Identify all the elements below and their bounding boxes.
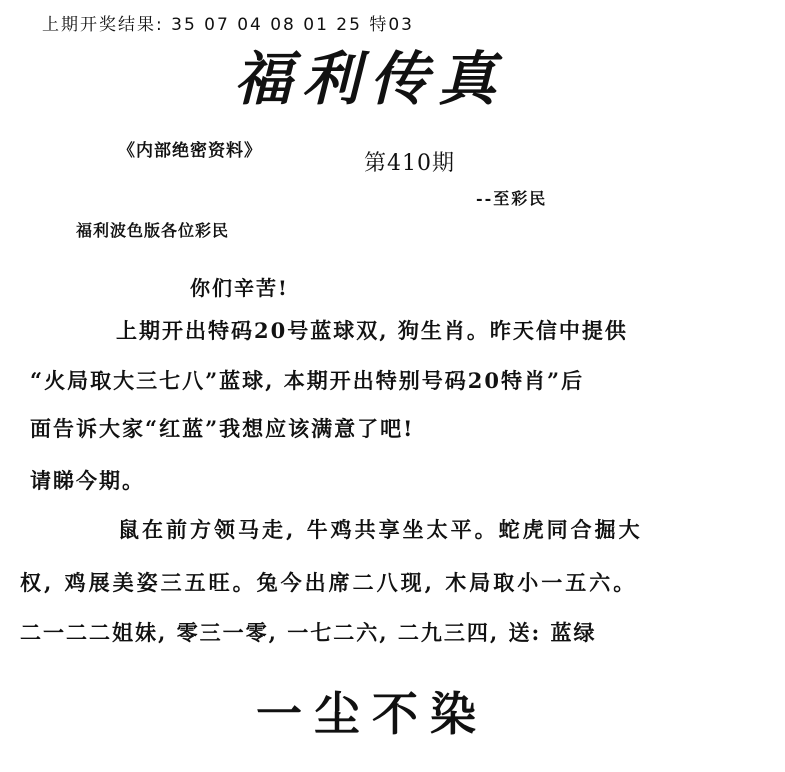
body-line: 鼠在前方领马走, 牛鸡共享坐太平。蛇虎同合掘大 (118, 517, 643, 542)
body-line: 请睇今期。 (30, 468, 145, 493)
subtitle: 《内部绝密资料》 (118, 141, 262, 161)
body-line: “火局取大三七八”蓝球, 本期开出特别号码20特肖”后 (30, 368, 585, 393)
issue-number: 第410期 (364, 151, 455, 176)
body-line: 权, 鸡展美姿三五旺。兔今出席二八现, 木局取小一五六。 (20, 570, 638, 595)
body-line: 面告诉大家“红蓝”我想应该满意了吧! (30, 416, 415, 441)
body-line: 二一二二姐妹, 零三一零, 一七二六, 二九三四, 送: 蓝绿 (20, 620, 597, 645)
page-title: 福利传真 (234, 45, 507, 113)
body-line: 上期开出特码20号蓝球双, 狗生肖。昨天信中提供 (116, 318, 628, 343)
slogan: 一尘不染 (256, 687, 488, 741)
greeting-line: 福利波色版各位彩民 (76, 221, 230, 240)
last-draw-result: 上期开奖结果: 35 07 04 08 01 25 特03 (42, 15, 414, 35)
salutation: 你们辛苦! (190, 276, 289, 300)
author-signature: --至彩民 (476, 189, 548, 208)
